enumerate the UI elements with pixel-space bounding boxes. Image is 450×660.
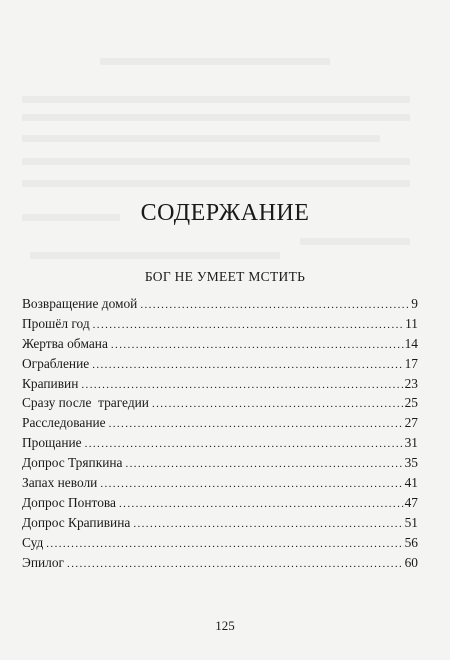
toc-entry	[22, 294, 418, 314]
bleed-through-line	[22, 158, 410, 165]
bleed-through-line	[30, 252, 280, 259]
toc-entry-title: Прощание	[22, 435, 82, 451]
table-of-contents	[22, 294, 418, 572]
toc-entry-page: 60	[404, 554, 418, 570]
dot-leader	[46, 535, 403, 555]
toc-entry	[22, 493, 418, 513]
dot-leader	[100, 475, 403, 495]
toc-entry-title: Допрос Крапивина	[22, 514, 131, 530]
toc-entry	[22, 374, 418, 394]
bleed-through-line	[22, 135, 380, 142]
toc-entry	[22, 433, 418, 453]
dot-leader	[109, 415, 404, 435]
toc-entry-page: 41	[404, 475, 418, 491]
toc-entry	[22, 453, 418, 473]
page-title: СОДЕРЖАНИЕ	[140, 200, 310, 226]
bleed-through-line	[100, 58, 330, 65]
dot-leader	[125, 455, 403, 475]
toc-entry-page: 11	[405, 315, 418, 331]
toc-entry	[22, 533, 418, 553]
toc-entry-page: 47	[404, 494, 418, 510]
section-title: БОГ НЕ УМЕЕТ МСТИТЬ	[144, 269, 306, 284]
bleed-through-line	[22, 114, 410, 121]
dot-leader	[111, 336, 404, 356]
bleed-through-line	[22, 180, 410, 187]
toc-entry-title: Прошёл год	[22, 315, 90, 331]
toc-entry-page: 25	[404, 395, 418, 411]
toc-entry-title: Запах неволи	[22, 475, 98, 491]
toc-entry-title: Суд	[22, 534, 44, 550]
toc-entry-title: Эпилог	[22, 554, 65, 570]
toc-entry-page: 27	[404, 415, 418, 431]
toc-entry-title: Сразу после трагедии	[22, 395, 149, 411]
dot-leader	[92, 356, 403, 376]
toc-entry-title: Жертва обмана	[22, 335, 108, 351]
toc-entry-page: 23	[404, 375, 418, 391]
dot-leader	[140, 296, 410, 316]
toc-entry-page: 56	[404, 534, 418, 550]
toc-entry	[22, 413, 418, 433]
toc-entry	[22, 314, 418, 334]
dot-leader	[93, 316, 404, 336]
dot-leader	[119, 495, 404, 515]
page-number: 125	[215, 618, 235, 633]
toc-entry	[22, 513, 418, 533]
toc-entry-title: Расследование	[22, 415, 106, 431]
toc-entry-page: 14	[404, 335, 418, 351]
toc-entry-title: Допрос Понтова	[22, 494, 117, 510]
dot-leader	[85, 435, 404, 455]
toc-entry-title: Ограбление	[22, 355, 90, 371]
toc-entry	[22, 334, 418, 354]
toc-entry-page: 9	[411, 296, 418, 311]
toc-entry	[22, 354, 418, 374]
dot-leader	[67, 555, 404, 575]
toc-entry-page: 31	[404, 435, 418, 451]
toc-entry-page: 35	[404, 455, 418, 471]
toc-entry-title: Возвращение домой	[22, 296, 138, 311]
dot-leader	[133, 515, 403, 535]
toc-entry-title: Допрос Тряпкина	[22, 455, 123, 471]
toc-entry	[22, 393, 418, 413]
toc-entry-page: 17	[404, 355, 418, 371]
bleed-through-line	[300, 238, 410, 245]
toc-entry	[22, 553, 418, 573]
bleed-through-line	[22, 96, 410, 103]
dot-leader	[152, 395, 404, 415]
toc-entry	[22, 473, 418, 493]
toc-entry-page: 51	[404, 514, 418, 530]
toc-entry-title: Крапивин	[22, 375, 79, 391]
